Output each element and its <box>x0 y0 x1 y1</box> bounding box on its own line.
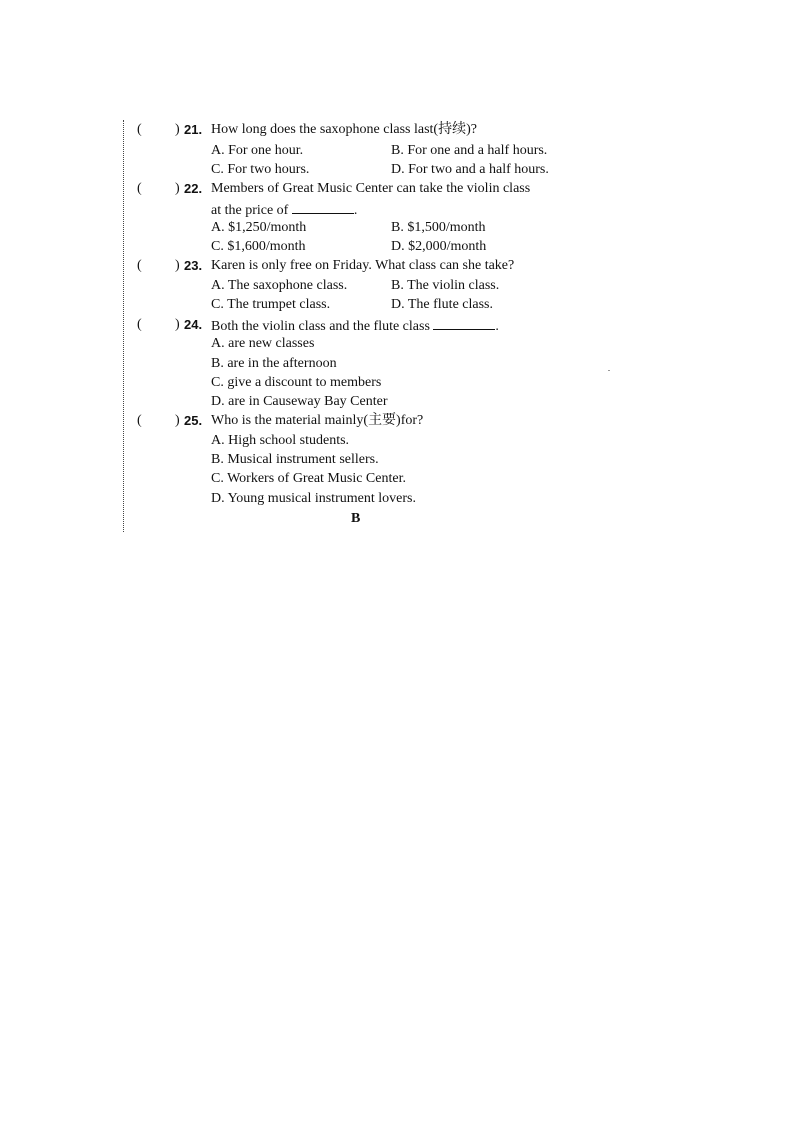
option-c: C. give a discount to members <box>211 375 382 390</box>
option-c: C. $1,600/month <box>211 239 306 254</box>
section-heading: B <box>351 511 361 526</box>
option-b: B. For one and a half hours. <box>391 143 548 158</box>
option-d: D. For two and a half hours. <box>391 162 549 177</box>
option-d: D. $2,000/month <box>391 239 487 254</box>
question-21: ( ) 21. How long does the saxophone class last(持续)? <box>0 120 794 140</box>
question-stem: Both the violin class and the flute class . <box>211 315 499 337</box>
option-a: A. are new classes <box>211 336 315 351</box>
question-stem: Members of Great Music Center can take the violin class <box>211 181 531 196</box>
question-number: 21. <box>184 122 203 137</box>
question-number: 25. <box>184 413 203 428</box>
question-stem: How long does the saxophone class last(持续)? <box>211 122 477 137</box>
question-25: ( ) 25. Who is the material mainly(主要)for? <box>0 411 794 431</box>
option-a: A. For one hour. <box>211 143 304 158</box>
question-22: ( ) 22. Members of Great Music Center can take the violin class <box>0 179 794 199</box>
option-b: B. $1,500/month <box>391 220 486 235</box>
option-c: C. Workers of Great Music Center. <box>211 471 406 486</box>
question-number: 22. <box>184 181 203 196</box>
answer-blank <box>292 199 354 214</box>
question-24: ( ) 24. Both the violin class and the flute class . <box>0 315 794 335</box>
option-b: B. Musical instrument sellers. <box>211 452 379 467</box>
option-a: A. The saxophone class. <box>211 278 348 293</box>
scan-speck <box>608 370 610 371</box>
option-d: D. Young musical instrument lovers. <box>211 491 416 506</box>
answer-blank <box>433 315 495 330</box>
option-d: D. The flute class. <box>391 297 493 312</box>
question-stem: Karen is only free on Friday. What class can she take? <box>211 258 515 273</box>
option-c: C. For two hours. <box>211 162 310 177</box>
question-number: 24. <box>184 317 203 332</box>
option-b: B. are in the afternoon <box>211 356 337 371</box>
question-stem-continued: at the price of . <box>211 199 357 219</box>
option-a: A. $1,250/month <box>211 220 307 235</box>
question-stem: Who is the material mainly(主要)for? <box>211 413 424 428</box>
option-a: A. High school students. <box>211 433 350 448</box>
question-number: 23. <box>184 258 203 273</box>
option-c: C. The trumpet class. <box>211 297 331 312</box>
option-b: B. The violin class. <box>391 278 500 293</box>
question-23: ( ) 23. Karen is only free on Friday. What class can she take? <box>0 256 794 276</box>
option-d: D. are in Causeway Bay Center <box>211 394 388 409</box>
